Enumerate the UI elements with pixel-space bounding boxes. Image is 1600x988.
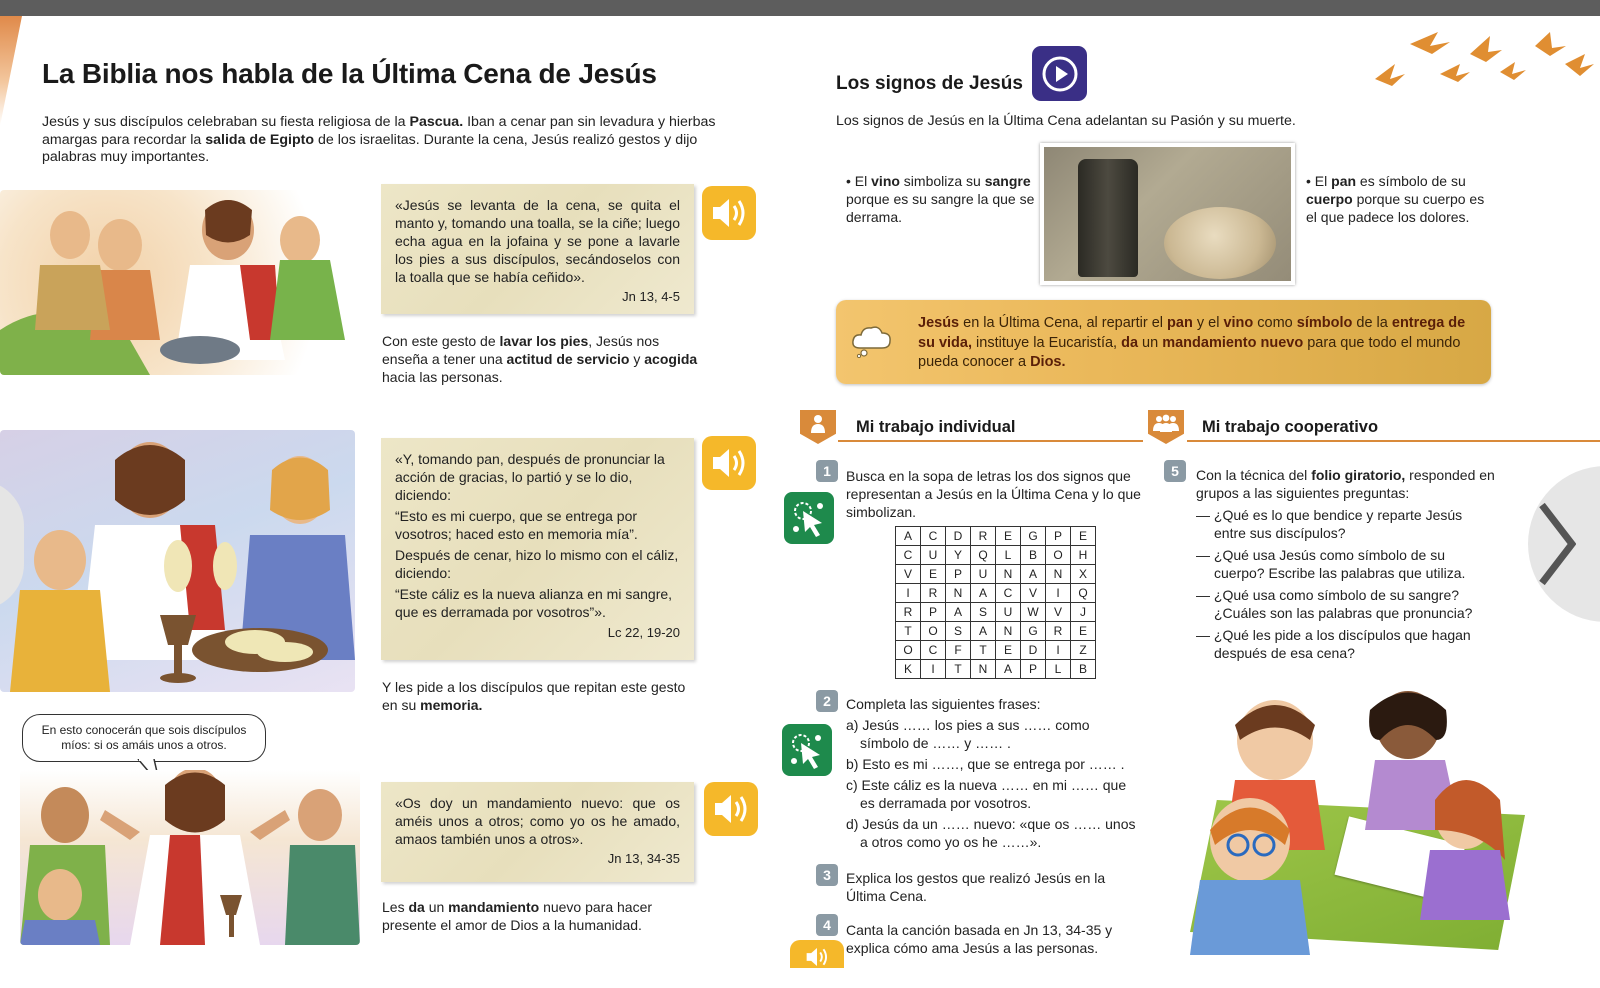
sentence-d: d) Jesús da un …… nuevo: «que os …… unos a otros como yo os he ……». — [846, 816, 1136, 850]
word-search-cell[interactable]: P — [921, 603, 946, 622]
word-search-row — [896, 660, 1096, 679]
quote-line-2: “Esto es mi cuerpo, que se entrega por vosotros; haced esto en memoria mía”. — [395, 508, 638, 542]
word-search-cell[interactable]: R — [896, 603, 921, 622]
exercise-number-4: 4 — [816, 914, 838, 936]
word-search-cell[interactable]: T — [896, 622, 921, 641]
word-search-cell[interactable]: A — [1021, 565, 1046, 584]
word-search-cell[interactable]: R — [921, 584, 946, 603]
cursor-tool-icon — [787, 730, 827, 770]
quote-text: «Os doy un mandamiento nuevo: que os améis unos a otros; como yo os he amado, amaos también unos a otros». — [395, 795, 680, 847]
explanation-paragraph-1: Con este gesto de lavar los pies, Jesús nos enseña a tener una actitud de servicio y acogida hacia las personas. — [382, 333, 698, 385]
exercise-5-text: Con la técnica del folio giratorio, responded en grupos a las siguientes preguntas: — [1196, 467, 1495, 501]
sentence-a: a) Jesús …… los pies a sus …… como símbolo de …… y …… . — [846, 717, 1090, 751]
word-search-cell[interactable]: V — [1021, 584, 1046, 603]
word-search-cell[interactable]: I — [921, 660, 946, 679]
word-search-cell[interactable]: V — [1046, 603, 1071, 622]
heading-rule — [838, 440, 1143, 442]
word-search-cell[interactable]: Z — [1071, 641, 1096, 660]
quote-line-3: Después de cenar, hizo lo mismo con el cáliz, diciendo: — [395, 547, 679, 581]
word-search-cell[interactable]: N — [946, 584, 971, 603]
sentence-c: c) Este cáliz es la nueva …… en mi …… que es derramada por vosotros. — [846, 777, 1127, 811]
exercise-number-3: 3 — [816, 864, 838, 886]
fill-in-sentences — [846, 716, 1141, 854]
quote-reference: Jn 13, 34-35 — [607, 851, 680, 866]
word-search-cell[interactable]: A — [896, 527, 921, 546]
word-search-cell[interactable]: A — [971, 584, 996, 603]
interactive-activity-button-1[interactable] — [784, 492, 834, 544]
word-search-cell[interactable]: D — [946, 527, 971, 546]
word-search-row — [896, 546, 1096, 565]
exercise-3-text: Explica los gestos que realizó Jesús en la Última Cena. — [846, 870, 1106, 904]
word-search-cell[interactable]: P — [946, 565, 971, 584]
signs-intro: Los signos de Jesús en la Última Cena adelantan su Pasión y su muerte. — [836, 113, 1296, 129]
word-search-cell[interactable]: E — [1071, 622, 1096, 641]
top-toolbar-bar — [0, 0, 1600, 16]
chevron-right-icon — [1536, 499, 1576, 589]
word-search-cell[interactable]: U — [971, 565, 996, 584]
word-search-cell[interactable]: Q — [971, 546, 996, 565]
word-search-cell[interactable]: I — [1046, 584, 1071, 603]
quote-reference: Jn 13, 4-5 — [622, 289, 680, 304]
thought-cloud-icon — [850, 322, 894, 358]
audio-icon — [709, 446, 749, 480]
word-search-cell[interactable]: O — [896, 641, 921, 660]
scripture-quote-3 — [381, 782, 694, 882]
scripture-quote-2 — [381, 438, 694, 660]
audio-button-2[interactable] — [702, 436, 756, 490]
section-title: Los signos de Jesús — [836, 73, 1023, 94]
word-search-cell[interactable]: R — [971, 527, 996, 546]
word-search-cell[interactable]: S — [971, 603, 996, 622]
next-page-button[interactable] — [1528, 466, 1600, 622]
word-search-cell[interactable]: N — [996, 622, 1021, 641]
word-search-cell[interactable]: U — [996, 603, 1021, 622]
audio-button-3[interactable] — [704, 782, 758, 836]
exercise-number-1: 1 — [816, 460, 838, 482]
illustration-new-commandment — [20, 770, 360, 945]
play-video-button[interactable] — [1032, 46, 1087, 101]
word-search-cell[interactable]: E — [996, 641, 1021, 660]
word-search-cell[interactable]: B — [1071, 660, 1096, 679]
word-search-cell[interactable]: T — [946, 660, 971, 679]
word-search-cell[interactable]: C — [921, 641, 946, 660]
word-search-cell[interactable]: C — [921, 527, 946, 546]
word-search-row — [896, 527, 1096, 546]
word-search-cell[interactable]: T — [971, 641, 996, 660]
word-search-cell[interactable]: L — [1046, 660, 1071, 679]
word-search-cell[interactable]: R — [1046, 622, 1071, 641]
question-4: — ¿Qué les pide a los discípulos que hagan después de esa cena? — [1196, 627, 1471, 661]
word-search-row — [896, 584, 1096, 603]
birds-decoration — [1370, 24, 1595, 94]
word-search-row — [896, 622, 1096, 641]
page-title: La Biblia nos habla de la Última Cena de Jesús — [42, 58, 657, 89]
cooperative-questions — [1196, 506, 1492, 666]
eucharist-banner-text: Jesús en la Última Cena, al repartir el pan y el vino como símbolo de la entrega de su vida, instituye la Eucaristía, da un mandamiento nuevo para que todo el mundo pueda conocer a Dios. — [918, 315, 1466, 370]
cooperative-badge — [1148, 410, 1184, 444]
exercise-2-text: Completa las siguientes frases: — [846, 696, 1041, 712]
group-icon — [1152, 414, 1180, 434]
cup-and-bread-photo — [1040, 143, 1295, 285]
word-search-cell[interactable]: A — [946, 603, 971, 622]
word-search-cell[interactable]: O — [921, 622, 946, 641]
cooperative-work-heading: Mi trabajo cooperativo — [1202, 418, 1379, 436]
word-search-cell[interactable]: E — [1071, 527, 1096, 546]
quote-text: «Jesús se levanta de la cena, se quita el manto y, tomando una toalla, se la ciñe; luego echa agua en la jofaina y se pone a lavarle los pies a sus discípulos, secándoselos con la toalla que se había ceñido». — [395, 197, 680, 285]
audio-icon — [800, 946, 834, 968]
question-3: — ¿Qué usa como símbolo de su sangre? ¿Cuáles son las palabras que pronuncia? — [1196, 587, 1473, 621]
person-icon — [809, 414, 827, 434]
word-search-cell[interactable]: O — [1046, 546, 1071, 565]
word-search-row — [896, 565, 1096, 584]
question-2: — ¿Qué usa Jesús como símbolo de su cuerpo? Escribe las palabras que utiliza. — [1196, 547, 1466, 581]
individual-badge — [800, 410, 836, 444]
cursor-tool-icon — [789, 498, 829, 538]
quote-line-1: «Y, tomando pan, después de pronunciar la acción de gracias, lo partió y se lo dio, diciendo: — [395, 451, 665, 503]
word-search-cell[interactable]: S — [946, 622, 971, 641]
audio-icon — [711, 792, 751, 826]
illustration-children-working — [1180, 680, 1535, 955]
quote-line-4: “Este cáliz es la nueva alianza en mi sangre, que es derramada por vosotros”». — [395, 586, 673, 620]
question-1: — ¿Qué es lo que bendice y reparte Jesús entre sus discípulos? — [1196, 507, 1463, 541]
corner-decoration — [0, 16, 22, 126]
word-search-cell[interactable]: A — [971, 622, 996, 641]
exercise-number-5: 5 — [1164, 460, 1186, 482]
word-search-cell[interactable]: W — [1021, 603, 1046, 622]
word-search-cell[interactable]: P — [1021, 660, 1046, 679]
audio-icon — [709, 196, 749, 230]
word-search-cell[interactable]: H — [1071, 546, 1096, 565]
explanation-paragraph-3: Les da un mandamiento nuevo para hacer presente el amor de Dios a la humanidad. — [382, 899, 653, 933]
heading-rule — [1187, 440, 1600, 442]
word-search-grid[interactable] — [895, 526, 1096, 679]
word-search-cell[interactable]: Y — [946, 546, 971, 565]
word-search-cell[interactable]: F — [946, 641, 971, 660]
wine-symbol-text: • El vino simboliza su sangre porque es su sangre la que se derrama. — [846, 173, 1035, 225]
word-search-cell[interactable]: B — [1021, 546, 1046, 565]
word-search-cell[interactable]: G — [1021, 527, 1046, 546]
intro-paragraph: Jesús y sus discípulos celebraban su fiesta religiosa de la Pascua. Iban a cenar pan sin levadura y hierbas amargas para recordar la salida de Egipto de los israelitas. Durante la cena, Jesús realizó gestos y dijo palabras muy importantes. — [42, 114, 716, 165]
word-search-cell[interactable]: N — [971, 660, 996, 679]
illustration-washing-feet — [0, 190, 355, 375]
word-search-cell[interactable]: L — [996, 546, 1021, 565]
word-search-cell[interactable]: N — [996, 565, 1021, 584]
play-icon — [1041, 55, 1079, 93]
word-search-row — [896, 641, 1096, 660]
exercise-4-text: Canta la canción basada en Jn 13, 34-35 y explica cómo ama Jesús a las personas. — [846, 922, 1113, 956]
exercise-1-text: Busca en la sopa de letras los dos signos que representan a Jesús en la Última Cena y lo que simbolizan. — [846, 468, 1141, 520]
word-search-cell[interactable]: J — [1071, 603, 1096, 622]
word-search-cell[interactable]: D — [1021, 641, 1046, 660]
audio-button-song[interactable] — [790, 940, 844, 968]
word-search-cell[interactable]: V — [896, 565, 921, 584]
word-search-cell[interactable]: E — [996, 527, 1021, 546]
word-search-cell[interactable]: Q — [1071, 584, 1096, 603]
word-search-cell[interactable]: P — [1046, 527, 1071, 546]
word-search-cell[interactable]: X — [1071, 565, 1096, 584]
word-search-cell[interactable]: A — [996, 660, 1021, 679]
word-search-cell[interactable]: C — [996, 584, 1021, 603]
word-search-cell[interactable]: I — [1046, 641, 1071, 660]
scripture-quote-1 — [381, 184, 694, 314]
word-search-cell[interactable]: K — [896, 660, 921, 679]
illustration-breaking-bread — [0, 430, 355, 692]
word-search-cell[interactable]: I — [896, 584, 921, 603]
word-search-cell[interactable]: U — [921, 546, 946, 565]
word-search-cell[interactable]: C — [896, 546, 921, 565]
speech-bubble: En esto conocerán que sois discípulos míos: si os amáis unos a otros. — [22, 714, 266, 762]
sentence-b: b) Esto es mi ……, que se entrega por …… . — [846, 756, 1125, 772]
word-search-cell[interactable]: E — [921, 565, 946, 584]
audio-button-1[interactable] — [702, 186, 756, 240]
word-search-cell[interactable]: G — [1021, 622, 1046, 641]
word-search-row — [896, 603, 1096, 622]
word-search-cell[interactable]: N — [1046, 565, 1071, 584]
interactive-activity-button-2[interactable] — [782, 724, 832, 776]
exercise-number-2: 2 — [816, 690, 838, 712]
individual-work-heading: Mi trabajo individual — [856, 418, 1016, 436]
explanation-paragraph-2: Y les pide a los discípulos que repitan este gesto en su memoria. — [382, 679, 686, 713]
quote-reference: Lc 22, 19-20 — [607, 625, 680, 640]
bread-symbol-text: • El pan es símbolo de su cuerpo porque su cuerpo es el que padece los dolores. — [1306, 173, 1485, 225]
